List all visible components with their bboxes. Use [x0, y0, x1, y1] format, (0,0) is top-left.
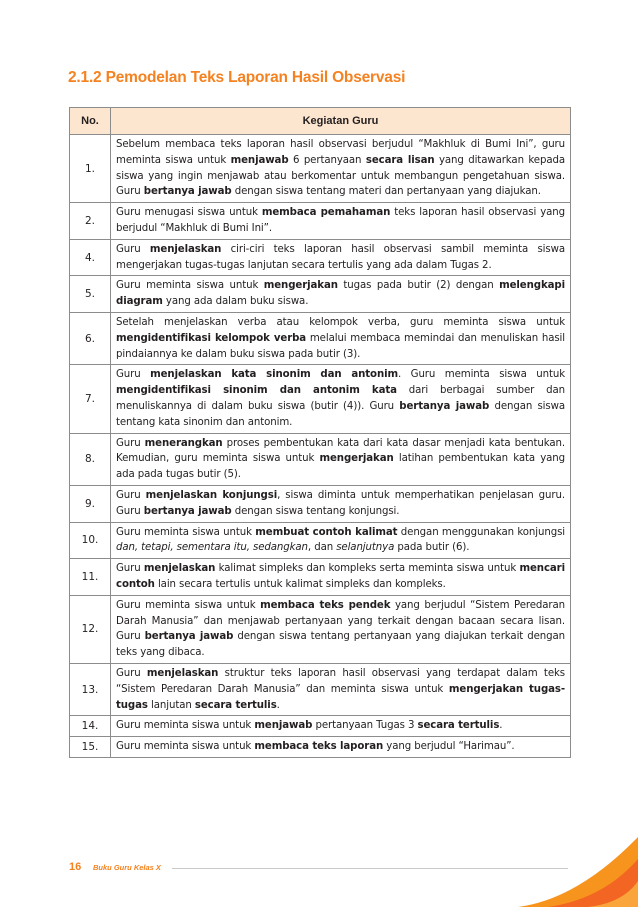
activity-description	[111, 312, 571, 364]
text-run: pertanyaan Tugas 3	[312, 720, 418, 732]
row-number: 7.	[70, 365, 111, 433]
text-run: Guru meminta siswa untuk	[116, 526, 256, 538]
corner-decoration	[518, 837, 638, 907]
text-run: . Guru meminta siswa untuk	[398, 369, 565, 381]
activity-description	[111, 433, 571, 485]
row-number: 6.	[70, 312, 111, 364]
column-header-no: No.	[70, 108, 111, 135]
page-number: 16	[69, 861, 82, 873]
row-number: 9.	[70, 485, 111, 522]
text-run: Guru	[116, 369, 151, 381]
text-run: Guru meminta siswa untuk	[116, 599, 261, 611]
table-body	[70, 135, 571, 758]
text-run: lanjutan	[147, 699, 195, 711]
bold-phrase: secara lisan	[365, 154, 435, 166]
text-run: yang ada dalam buku siswa.	[162, 296, 309, 308]
text-run: melalui membaca memindai dan menuliskan hasil pindaiannya ke dalam buku siswa pada butir (3).	[116, 332, 566, 360]
text-run: yang berjudul “Harimau”.	[383, 741, 515, 753]
table-row	[70, 433, 571, 485]
bold-phrase: bertanya jawab	[143, 505, 232, 517]
bold-phrase: menjelaskan kata sinonim dan antonim	[150, 369, 399, 381]
text-run: struktur teks laporan hasil observasi yang terdapat dalam teks “Sistem Peredaran Darah Manusia” dan meminta siswa untuk	[116, 667, 565, 695]
row-number: 4.	[70, 239, 111, 276]
text-run: Guru	[116, 667, 147, 679]
bold-phrase: mengerjakan	[263, 280, 338, 292]
text-run: latihan pembentukan kata yang ada pada tugas butir (5).	[116, 453, 565, 481]
table-row	[70, 135, 571, 203]
bold-phrase: menerangkan	[144, 437, 223, 449]
row-number: 5.	[70, 276, 111, 313]
bold-phrase: melengkapi diagram	[116, 280, 565, 308]
activity-description	[111, 485, 571, 522]
text-run: Sebelum membaca teks laporan hasil observasi berjudul “Makhluk di Bumi Ini”, guru meminta siswa untuk	[116, 139, 565, 166]
bold-phrase: menjelaskan	[143, 563, 216, 575]
table-row	[70, 595, 571, 663]
text-run: dengan siswa tentang materi dan pertanyaan yang diajukan.	[231, 186, 541, 198]
table-row	[70, 203, 571, 240]
activity-description	[111, 203, 571, 240]
text-run: Guru	[116, 243, 150, 255]
text-run: Guru	[116, 563, 144, 575]
activity-table	[69, 107, 571, 758]
table-header-row	[70, 108, 571, 135]
text-run: dengan menggunakan konjungsi	[397, 526, 566, 538]
table-row	[70, 276, 571, 313]
row-number: 13.	[70, 663, 111, 715]
activity-description	[111, 365, 571, 433]
table-row	[70, 485, 571, 522]
table-row	[70, 239, 571, 276]
activity-description	[111, 559, 571, 596]
bold-phrase: menjelaskan konjungsi	[145, 489, 278, 501]
row-number: 14.	[70, 716, 111, 737]
bold-phrase: membuat contoh kalimat	[255, 526, 398, 538]
text-run: teks laporan hasil observasi yang berjudul “Makhluk di Bumi Ini”.	[116, 207, 565, 234]
text-run: Guru	[116, 489, 146, 501]
bold-phrase: bertanya jawab	[144, 631, 234, 643]
text-run: Guru meminta siswa untuk	[116, 741, 255, 753]
text-run: Guru menugasi siswa untuk	[116, 207, 262, 219]
row-number: 11.	[70, 559, 111, 596]
table-row	[70, 663, 571, 715]
text-run: lain secara tertulis untuk kalimat simpleks dan kompleks.	[154, 578, 446, 590]
text-run: Guru meminta siswa untuk	[116, 720, 255, 732]
text-run: ciri-ciri teks laporan hasil observasi sambil meminta siswa mengerjakan tugas-tugas lanjutan secara tertulis yang ada dalam Tugas 2.	[116, 243, 565, 271]
text-run: yang berjudul “Sistem Peredaran Darah Manusia” dan menjawab pertanyaan yang terkait dengan bacaan secara lisan. Guru	[116, 599, 565, 643]
column-header-kegiatan: Kegiatan Guru	[111, 108, 571, 135]
bold-phrase: menjelaskan	[149, 243, 222, 255]
text-run: proses pembentukan kata dari kata dasar menjadi kata bentukan. Kemudian, guru meminta siswa untuk	[116, 437, 565, 465]
table-row	[70, 522, 571, 559]
bold-phrase: membaca pemahaman	[261, 207, 391, 219]
row-number: 1.	[70, 135, 111, 203]
activity-description	[111, 522, 571, 559]
text-run: , siswa diminta untuk memperhatikan penjelasan guru. Guru	[116, 489, 565, 517]
row-number: 12.	[70, 595, 111, 663]
row-number: 2.	[70, 203, 111, 240]
table-row	[70, 737, 571, 758]
activity-description	[111, 276, 571, 313]
bold-phrase: mengidentifikasi kelompok verba	[116, 332, 307, 344]
activity-description	[111, 239, 571, 276]
bold-phrase: mengerjakan	[319, 453, 394, 465]
text-run: 6 pertanyaan	[288, 154, 366, 166]
text-run: dengan siswa tentang konjungsi.	[231, 505, 400, 517]
section-heading: 2.1.2 Pemodelan Teks Laporan Hasil Observasi	[68, 69, 406, 86]
italic-phrase: dan, tetapi, sementara itu, sedangkan	[116, 542, 308, 554]
italic-phrase: selanjutnya	[336, 542, 395, 554]
bold-phrase: secara tertulis	[194, 699, 277, 711]
activity-description	[111, 135, 571, 203]
activity-description	[111, 595, 571, 663]
text-run: tugas pada butir (2) dengan	[337, 280, 500, 292]
text-run: dengan siswa tentang pertanyaan yang diajukan terkait dengan teks yang dibaca.	[116, 631, 565, 659]
table-row	[70, 365, 571, 433]
text-run: , dan	[307, 542, 337, 554]
activity-description	[111, 716, 571, 737]
bold-phrase: mengerjakan tugas-tugas	[116, 683, 565, 711]
activity-description	[111, 737, 571, 758]
row-number: 10.	[70, 522, 111, 559]
bold-phrase: bertanya jawab	[399, 400, 490, 412]
table-row	[70, 312, 571, 364]
footer-divider	[172, 868, 568, 869]
text-run: yang ditawarkan kepada siswa yang ingin menjawab atau berkomentar untuk membangun pengetahuan siswa. Guru	[116, 154, 565, 198]
text-run: Guru meminta siswa untuk	[116, 280, 264, 292]
text-run: Setelah menjelaskan verba atau kelompok verba, guru meminta siswa untuk	[116, 316, 565, 328]
text-run: .	[499, 720, 503, 732]
text-run: .	[276, 699, 280, 711]
bold-phrase: menjelaskan	[146, 667, 219, 679]
text-run: kalimat simpleks dan kompleks serta meminta siswa untuk	[215, 563, 520, 575]
bold-phrase: menjawab	[230, 154, 289, 166]
row-number: 15.	[70, 737, 111, 758]
text-run: pada butir (6).	[394, 542, 470, 554]
text-run: dengan siswa tentang kata sinonim dan antonim.	[116, 400, 565, 428]
bold-phrase: membaca teks laporan	[254, 741, 384, 753]
bold-phrase: bertanya jawab	[143, 186, 232, 198]
bold-phrase: menjawab	[254, 720, 313, 732]
bold-phrase: mengidentifikasi sinonim dan antonim kata	[116, 385, 397, 397]
bold-phrase: secara tertulis	[417, 720, 500, 732]
bold-phrase: membaca teks pendek	[260, 599, 391, 611]
text-run: Guru	[116, 437, 145, 449]
table-row	[70, 716, 571, 737]
text-run: dari berbagai sumber dan menuliskannya di dalam buku siswa (butir (4)). Guru	[116, 385, 565, 412]
bold-phrase: mencari contoh	[116, 563, 565, 590]
row-number: 8.	[70, 433, 111, 485]
table-row	[70, 559, 571, 596]
book-title: Buku Guru Kelas X	[93, 863, 161, 872]
activity-description	[111, 663, 571, 715]
